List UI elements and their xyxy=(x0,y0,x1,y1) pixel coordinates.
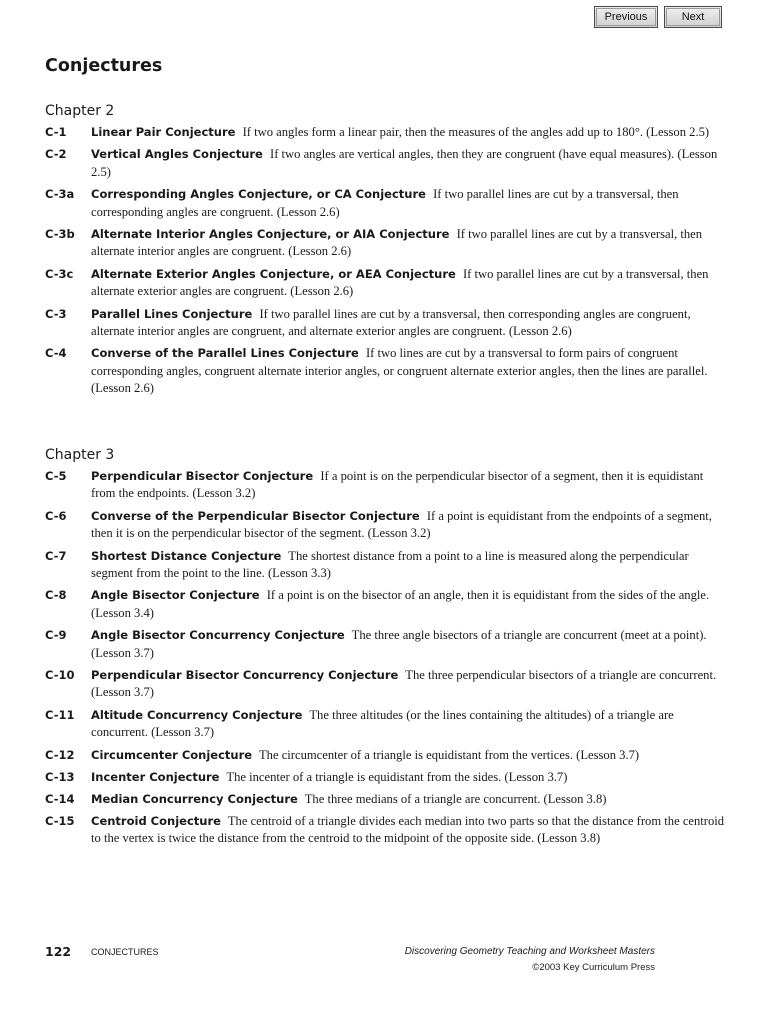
conjecture-code: C-13 xyxy=(45,770,75,785)
conjecture-name: Angle Bisector Concurrency Conjecture xyxy=(91,628,345,643)
conjecture-entry xyxy=(45,345,728,397)
conjecture-entry xyxy=(45,627,728,662)
conjecture-entry xyxy=(45,791,728,808)
conjecture-name: Perpendicular Bisector Conjecture xyxy=(91,469,314,483)
conjecture-entry xyxy=(45,813,728,848)
conjecture-entry xyxy=(45,306,728,341)
conjecture-name: Incenter Conjecture xyxy=(91,770,220,785)
conjecture-text: The incenter of a triangle is equidistant from the sides. (Lesson 3.7) xyxy=(226,770,568,785)
conjecture-entry xyxy=(45,146,728,181)
conjecture-name: Alternate Interior Angles Conjecture, or AIA Conjecture xyxy=(91,227,450,242)
next-button[interactable]: Next xyxy=(664,6,722,28)
conjecture-name: Circumcenter Conjecture xyxy=(91,747,253,762)
conjecture-name: Median Concurrency Conjecture xyxy=(91,791,298,806)
conjecture-entry xyxy=(45,747,728,764)
conjecture-text: If two parallel lines are cut by a transversal, then corresponding angles are congruent. (Lesson 2.6) xyxy=(91,187,679,219)
conjecture-entry xyxy=(45,186,728,221)
conjecture-code: C-8 xyxy=(45,588,67,603)
conjecture-entry xyxy=(45,468,728,503)
chapter-2-section xyxy=(45,103,728,398)
conjecture-entry xyxy=(45,587,728,622)
conjecture-text: The three perpendicular bisectors of a triangle are concurrent. (Lesson 3.7) xyxy=(91,668,717,700)
conjecture-text: If two lines are cut by a transversal to form pairs of congruent corresponding angles, congruent alternate interior angles, or congruent alternate exterior angles, then the lines are parallel. (Lesson 2.6) xyxy=(91,346,708,396)
conjecture-name: Converse of the Parallel Lines Conjecture xyxy=(91,346,359,361)
conjecture-entry xyxy=(45,769,728,786)
conjecture-entry xyxy=(45,266,728,301)
previous-button[interactable]: Previous xyxy=(594,6,658,28)
conjecture-code: C-5 xyxy=(45,469,67,483)
conjecture-text: The shortest distance from a point to a line is measured along the perpendicular segment from the point to the line. (Lesson 3.3) xyxy=(91,548,689,581)
conjecture-name: Altitude Concurrency Conjecture xyxy=(91,707,303,722)
conjecture-entry xyxy=(45,667,728,702)
conjecture-code: C-2 xyxy=(45,147,67,162)
conjecture-text: If a point is equidistant from the endpoints of a segment, then it is on the perpendicular bisector of the segment. (Lesson 3.2) xyxy=(91,508,712,541)
conjecture-code: C-3 xyxy=(45,306,67,321)
conjecture-code: C-3b xyxy=(45,227,75,242)
page-title: Conjectures xyxy=(45,56,163,76)
conjecture-text: If a point is on the bisector of an angle, then it is equidistant from the sides of the angle. (Lesson 3.4) xyxy=(91,588,710,620)
conjecture-code: C-14 xyxy=(45,791,75,806)
chapter-heading: Chapter 3 xyxy=(45,447,115,463)
conjecture-name: Perpendicular Bisector Concurrency Conjecture xyxy=(91,668,399,683)
conjecture-text: If two parallel lines are cut by a transversal, then alternate exterior angles are congruent. (Lesson 2.6) xyxy=(91,266,709,299)
conjecture-text: The three angle bisectors of a triangle are concurrent (meet at a point). (Lesson 3.7) xyxy=(91,628,707,660)
conjecture-code: C-10 xyxy=(45,668,75,683)
conjecture-code: C-9 xyxy=(45,628,67,643)
conjecture-entry xyxy=(45,548,728,583)
conjecture-entry xyxy=(45,226,728,261)
conjecture-code: C-11 xyxy=(45,707,75,722)
conjecture-text: The centroid of a triangle divides each median into two parts so that the distance from the centroid to the vertex is twice the distance from the centroid to the midpoint of the opposite side. (Lesson 3.8) xyxy=(91,813,725,846)
conjecture-code: C-12 xyxy=(45,747,75,762)
conjecture-text: If two parallel lines are cut by a transversal, then alternate interior angles are congruent. (Lesson 2.6) xyxy=(91,227,703,259)
section-label: CONJECTURES xyxy=(91,947,159,957)
conjecture-code: C-3a xyxy=(45,187,75,202)
page-number: 122 xyxy=(45,944,72,959)
conjecture-entry xyxy=(45,508,728,543)
conjecture-name: Shortest Distance Conjecture xyxy=(91,548,282,563)
conjecture-text: The three medians of a triangle are concurrent. (Lesson 3.8) xyxy=(304,791,607,806)
conjecture-code: C-7 xyxy=(45,548,67,563)
conjecture-text: The circumcenter of a triangle is equidistant from the vertices. (Lesson 3.7) xyxy=(258,747,640,762)
chapter-heading: Chapter 2 xyxy=(45,103,115,119)
conjecture-code: C-6 xyxy=(45,508,67,523)
conjecture-text: If two parallel lines are cut by a transversal, then corresponding angles are congruent, alternate interior angles are congruent, and alternate exterior angles are congruent. (Lesson 2.6) xyxy=(91,306,691,339)
conjecture-entry xyxy=(45,707,728,742)
conjecture-code: C-15 xyxy=(45,813,75,828)
conjecture-code: C-1 xyxy=(45,125,67,139)
conjecture-name: Converse of the Perpendicular Bisector Conjecture xyxy=(91,508,420,523)
conjecture-name: Angle Bisector Conjecture xyxy=(91,588,260,603)
conjecture-code: C-4 xyxy=(45,346,67,361)
copyright-notice: ©2003 Key Curriculum Press xyxy=(532,962,655,973)
conjecture-code: C-3c xyxy=(45,266,74,281)
conjecture-name: Corresponding Angles Conjecture, or CA Conjecture xyxy=(91,187,426,202)
conjecture-name: Linear Pair Conjecture xyxy=(91,125,236,139)
conjecture-text: If two angles are vertical angles, then they are congruent (have equal measures). (Lesson 2.5) xyxy=(91,147,718,179)
chapter-3-section xyxy=(45,447,728,848)
conjecture-name: Centroid Conjecture xyxy=(91,813,221,828)
conjecture-text: If a point is on the perpendicular bisector of a segment, then it is equidistant from the endpoints. (Lesson 3.2) xyxy=(91,469,704,501)
conjecture-text: If two angles form a linear pair, then the measures of the angles add up to 180°. (Lesson 2.5) xyxy=(242,125,710,139)
page-navigation xyxy=(594,6,722,28)
book-title: Discovering Geometry Teaching and Worksheet Masters xyxy=(404,946,655,957)
conjecture-name: Parallel Lines Conjecture xyxy=(91,306,253,321)
conjecture-name: Vertical Angles Conjecture xyxy=(91,147,263,162)
conjecture-text: The three altitudes (or the lines containing the altitudes) of a triangle are concurrent. (Lesson 3.7) xyxy=(91,707,674,740)
conjecture-entry xyxy=(45,124,728,141)
conjecture-name: Alternate Exterior Angles Conjecture, or AEA Conjecture xyxy=(91,266,456,281)
